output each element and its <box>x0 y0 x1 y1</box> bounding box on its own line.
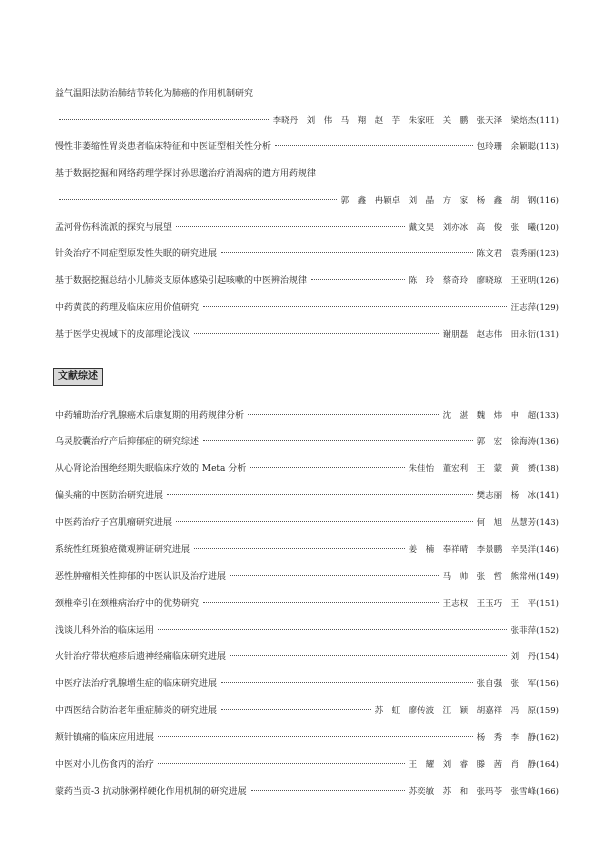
dot-leader <box>194 332 439 334</box>
entry-page-number: (143) <box>536 518 559 528</box>
entry-page-number: (133) <box>536 411 559 421</box>
entry-title: 系统性红斑狼疮微观辨证研究进展 <box>55 545 191 555</box>
entry-authors: 郭 鑫 冉颖卓 刘 晶 方 家 杨 鑫 胡 钢 <box>340 196 537 206</box>
entry-page-number: (151) <box>536 599 559 609</box>
entry-title: 中药黄芪的药理及临床应用价值研究 <box>55 303 200 313</box>
entry-title: 从心肾论治围绝经期失眠临床疗效的 Meta 分析 <box>55 464 247 474</box>
dot-leader <box>203 439 473 441</box>
entry-title: 孟河骨伤科流派的探究与展望 <box>55 223 173 233</box>
entry-title: 乌灵胶囊治疗产后抑郁症的研究综述 <box>55 437 200 447</box>
dot-leader <box>203 601 439 603</box>
entry-page-number: (120) <box>536 223 559 233</box>
toc-entry[interactable] <box>55 436 559 448</box>
toc-entry[interactable] <box>55 490 559 502</box>
entry-page-number: (113) <box>536 142 559 152</box>
entry-authors: 樊志丽 杨 冰 <box>476 491 537 501</box>
entry-authors: 汪志萍 <box>510 303 537 313</box>
entry-title: 颈椎牵引在颈椎病治疗中的优势研究 <box>55 599 200 609</box>
toc-entry[interactable] <box>55 678 559 690</box>
entry-authors: 张自强 张 军 <box>476 679 537 689</box>
entry-authors: 张菲萍 <box>510 626 537 636</box>
entry-page-number: (166) <box>536 787 559 797</box>
dot-leader <box>203 305 507 307</box>
toc-entry[interactable] <box>55 275 559 287</box>
dot-leader <box>59 118 269 120</box>
section-heading: 文献综述 <box>53 368 103 386</box>
entry-page-number: (154) <box>536 652 559 662</box>
toc-entry[interactable] <box>55 732 559 744</box>
entry-authors: 朱佳怡 董宏利 王 蒙 黄 赟 <box>408 464 537 474</box>
toc-entry[interactable] <box>55 222 559 234</box>
entry-title: 偏头痛的中医防治研究进展 <box>55 491 164 501</box>
toc-entry[interactable] <box>55 598 559 610</box>
entry-title: 基于数据挖掘和网络药理学探讨孙思邈治疗消渴病的遣方用药规律 <box>55 169 317 179</box>
entry-title: 恶性肿瘤相关性抑郁的中医认识及治疗进展 <box>55 572 227 582</box>
toc-entry[interactable] <box>55 168 559 207</box>
entry-authors: 刘 丹 <box>510 652 537 662</box>
entry-authors: 李晓丹 刘 伟 马 翔 赵 芋 朱家旺 关 鹏 张天泽 梁焙杰 <box>272 116 537 126</box>
entry-authors: 谢朋磊 赵志伟 田永衍 <box>442 330 537 340</box>
entry-authors: 陈文君 袁秀丽 <box>476 249 537 259</box>
dot-leader <box>194 547 405 549</box>
dot-leader <box>221 681 473 683</box>
dot-leader <box>158 762 405 764</box>
entry-page-number: (146) <box>536 545 559 555</box>
entry-title: 火针治疗带状疱疹后遗神经痛临床研究进展 <box>55 652 227 662</box>
entry-authors: 何 旭 丛慧芳 <box>476 518 537 528</box>
entry-page-number: (164) <box>536 760 559 770</box>
dot-leader <box>230 574 439 576</box>
entry-authors: 包玲珊 余颖聪 <box>476 142 537 152</box>
entry-authors: 杨 秀 李 静 <box>476 733 537 743</box>
entry-page-number: (129) <box>536 303 559 313</box>
entry-title: 蒙药当贡-3 抗动脉粥样硬化作用机制的研究进展 <box>55 787 247 797</box>
entry-title: 颊针镇痛的临床应用进展 <box>55 733 155 743</box>
entry-title: 慢性非萎缩性胃炎患者临床特征和中医证型相关性分析 <box>55 142 272 152</box>
entry-authors: 戴文昊 刘亦冰 高 俊 张 曦 <box>408 223 537 233</box>
entry-page-number: (111) <box>536 116 559 126</box>
toc-entry[interactable] <box>55 463 559 475</box>
entry-page-number: (136) <box>536 437 559 447</box>
entry-title: 针灸治疗不同症型原发性失眠的研究进展 <box>55 249 218 259</box>
toc-entry[interactable] <box>55 410 559 422</box>
entry-page-number: (126) <box>536 276 559 286</box>
entry-page-number: (138) <box>536 464 559 474</box>
entry-page-number: (116) <box>536 196 559 206</box>
toc-entry[interactable] <box>55 625 559 637</box>
entry-page-number: (156) <box>536 679 559 689</box>
entry-authors: 马 帅 张 哲 熊常州 <box>442 572 537 582</box>
entry-authors: 陈 玲 蔡奇玲 廖晓琼 王亚明 <box>408 276 537 286</box>
entry-title: 益气温阳法防治肺结节转化为肺癌的作用机制研究 <box>55 89 254 99</box>
dot-leader <box>167 493 473 495</box>
entry-authors: 沈 湛 魏 炜 申 超 <box>442 411 537 421</box>
toc-entry[interactable] <box>55 759 559 771</box>
entry-page-number: (152) <box>536 626 559 636</box>
entry-authors: 郭 宏 徐海涛 <box>476 437 537 447</box>
toc-entry[interactable] <box>55 571 559 583</box>
entry-title: 中医对小儿伤食丙的治疗 <box>55 760 155 770</box>
toc-entry[interactable] <box>55 141 559 153</box>
entry-authors: 姜 楠 奉祥晴 李景鹏 辛昊洋 <box>408 545 537 555</box>
toc-entry[interactable] <box>55 88 559 127</box>
dot-leader <box>311 278 405 280</box>
entry-page-number: (141) <box>536 491 559 501</box>
entry-page-number: (149) <box>536 572 559 582</box>
dot-leader <box>176 520 473 522</box>
dot-leader <box>158 628 507 630</box>
dot-leader <box>221 251 473 253</box>
toc-entry[interactable] <box>55 302 559 314</box>
dot-leader <box>250 466 404 468</box>
entry-title: 中药辅助治疗乳腺癌术后康复期的用药规律分析 <box>55 411 245 421</box>
entry-title: 中西医结合防治老年重症肺炎的研究进展 <box>55 706 218 716</box>
toc-entry[interactable] <box>55 329 559 341</box>
entry-page-number: (159) <box>536 706 559 716</box>
entry-authors: 苏奕敏 苏 和 张玛苓 张雪峰 <box>408 787 537 797</box>
dot-leader <box>59 198 337 200</box>
dot-leader <box>176 225 405 227</box>
entry-authors: 王 耀 刘 睿 滕 茜 肖 静 <box>408 760 537 770</box>
entry-title: 基于数据挖掘总结小儿肺炎支原体感染引起咳嗽的中医辨治规律 <box>55 276 308 286</box>
entry-title: 中医药治疗子宫肌瘤研究进展 <box>55 518 173 528</box>
toc-entry[interactable] <box>55 544 559 556</box>
dot-leader <box>221 708 371 710</box>
dot-leader <box>158 735 473 737</box>
entry-page-number: (162) <box>536 733 559 743</box>
entry-authors: 王志权 王玉巧 王 平 <box>442 599 537 609</box>
entry-authors: 苏 虹 廖传波 江 颖 胡嘉祥 冯 原 <box>374 706 537 716</box>
toc-entry[interactable] <box>55 248 559 260</box>
toc-entry[interactable] <box>55 651 559 663</box>
entry-title: 中医疗法治疗乳腺增生症的临床研究进展 <box>55 679 218 689</box>
entry-title: 基于医学史视域下的皮部理论浅议 <box>55 330 191 340</box>
dot-leader <box>230 654 507 656</box>
toc-entry[interactable] <box>55 705 559 717</box>
toc-entry[interactable] <box>55 786 559 798</box>
dot-leader <box>251 789 405 791</box>
dot-leader <box>248 413 439 415</box>
dot-leader <box>275 144 473 146</box>
entry-page-number: (131) <box>536 330 559 340</box>
entry-page-number: (123) <box>536 249 559 259</box>
toc-entry[interactable] <box>55 517 559 529</box>
entry-title: 浅谈儿科外治的临床运用 <box>55 626 155 636</box>
